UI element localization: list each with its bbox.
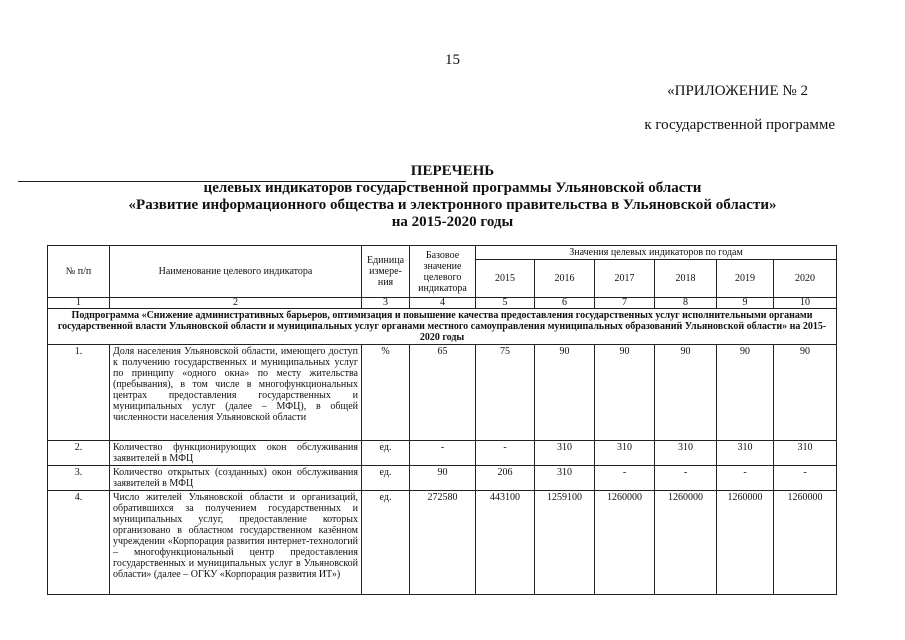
- indicator-name: Количество функционирующих окон обслуживания заявителей в МФЦ: [110, 441, 362, 466]
- indicator-value: 90: [655, 345, 717, 441]
- indicator-value: 1260000: [774, 491, 837, 595]
- page-number: 15: [445, 52, 460, 68]
- column-number: 7: [595, 298, 655, 309]
- header-year: 2015: [476, 260, 535, 298]
- indicator-value: 90: [595, 345, 655, 441]
- title-line-1: ПЕРЕЧЕНЬ: [410, 163, 495, 179]
- column-number: 9: [717, 298, 774, 309]
- table-row: [48, 491, 837, 595]
- indicator-value: 310: [655, 441, 717, 466]
- title-line-2: целевых индикаторов государственной программы Ульяновской области: [203, 180, 702, 196]
- indicator-value: -: [476, 441, 535, 466]
- column-number-row: [48, 298, 837, 309]
- header-year: 2017: [595, 260, 655, 298]
- document-title: [0, 163, 905, 231]
- indicator-value: 310: [717, 441, 774, 466]
- table-row: [48, 466, 837, 491]
- header-years-group: Значения целевых индикаторов по годам: [476, 246, 837, 260]
- indicator-name: Число жителей Ульяновской области и организаций, обратившихся за получением государственных и муниципальных услуг, предоставление которых организовано в областном государственном казённом учреждении «Корпорация развития интернет-технологий – многофункциональный центр предоставления государственных и муниципальных услуг в Ульяновской области» (далее – ОГКУ «Корпорация развития ИТ»): [110, 491, 362, 595]
- indicator-value: 443100: [476, 491, 535, 595]
- row-number: 1.: [48, 345, 110, 441]
- table-row: [48, 441, 837, 466]
- header-year: 2016: [535, 260, 595, 298]
- title-line-3: «Развитие информационного общества и электронного правительства в Ульяновской области»: [128, 197, 777, 213]
- indicator-unit: ед.: [362, 491, 410, 595]
- table-row: [48, 345, 837, 441]
- indicator-value: 1260000: [595, 491, 655, 595]
- indicator-value: 310: [595, 441, 655, 466]
- header-year: 2020: [774, 260, 837, 298]
- indicator-value: -: [774, 466, 837, 491]
- indicator-value: 1259100: [535, 491, 595, 595]
- header-base: Базовое значение целевого индикатора: [410, 246, 476, 298]
- indicator-value: 75: [476, 345, 535, 441]
- indicator-value: 1260000: [717, 491, 774, 595]
- indicator-value: 310: [774, 441, 837, 466]
- header-num: № п/п: [48, 246, 110, 298]
- indicator-name: Доля населения Ульяновской области, имеющего доступ к получению государственных и муниципальных услуг по принципу «одного окна» по месту жительства (пребывания), в том числе в многофункциональных центрах предоставления государственных и муниципальных услуг (далее – МФЦ), в общей численности населения Ульяновской области: [110, 345, 362, 441]
- column-number: 3: [362, 298, 410, 309]
- indicator-base: -: [410, 441, 476, 466]
- indicator-value: 206: [476, 466, 535, 491]
- indicator-name: Количество открытых (созданных) окон обслуживания заявителей в МФЦ: [110, 466, 362, 491]
- indicator-unit: %: [362, 345, 410, 441]
- row-number: 3.: [48, 466, 110, 491]
- subprogram-title: Подпрограмма «Снижение административных барьеров, оптимизация и повышение качества предоставления государственных услуг исполнительными органами государственной власти Ульяновской области и муниципальных услуг органами местного самоуправления муниципальных образований Ульяновской области» на 2015-2020 годы: [48, 309, 837, 345]
- indicator-value: 90: [535, 345, 595, 441]
- indicator-value: -: [655, 466, 717, 491]
- header-year: 2018: [655, 260, 717, 298]
- indicators-table: [47, 245, 837, 595]
- indicator-unit: ед.: [362, 466, 410, 491]
- indicator-value: 90: [774, 345, 837, 441]
- column-number: 6: [535, 298, 595, 309]
- header-unit: Единица измере-ния: [362, 246, 410, 298]
- column-number: 1: [48, 298, 110, 309]
- title-line-4: на 2015-2020 годы: [391, 214, 514, 230]
- column-number: 8: [655, 298, 717, 309]
- indicator-value: 1260000: [655, 491, 717, 595]
- indicator-base: 90: [410, 466, 476, 491]
- indicator-value: -: [595, 466, 655, 491]
- column-number: 5: [476, 298, 535, 309]
- header-year: 2019: [717, 260, 774, 298]
- indicator-value: 310: [535, 466, 595, 491]
- indicator-base: 65: [410, 345, 476, 441]
- column-number: 2: [110, 298, 362, 309]
- column-number: 10: [774, 298, 837, 309]
- row-number: 4.: [48, 491, 110, 595]
- appendix-label: «ПРИЛОЖЕНИЕ № 2: [667, 83, 808, 99]
- row-number: 2.: [48, 441, 110, 466]
- indicator-value: -: [717, 466, 774, 491]
- indicator-value: 310: [535, 441, 595, 466]
- indicator-unit: ед.: [362, 441, 410, 466]
- program-reference: к государственной программе: [644, 117, 835, 133]
- subprogram-row: [48, 309, 837, 345]
- column-number: 4: [410, 298, 476, 309]
- indicator-base: 272580: [410, 491, 476, 595]
- indicator-value: 90: [717, 345, 774, 441]
- header-name: Наименование целевого индикатора: [110, 246, 362, 298]
